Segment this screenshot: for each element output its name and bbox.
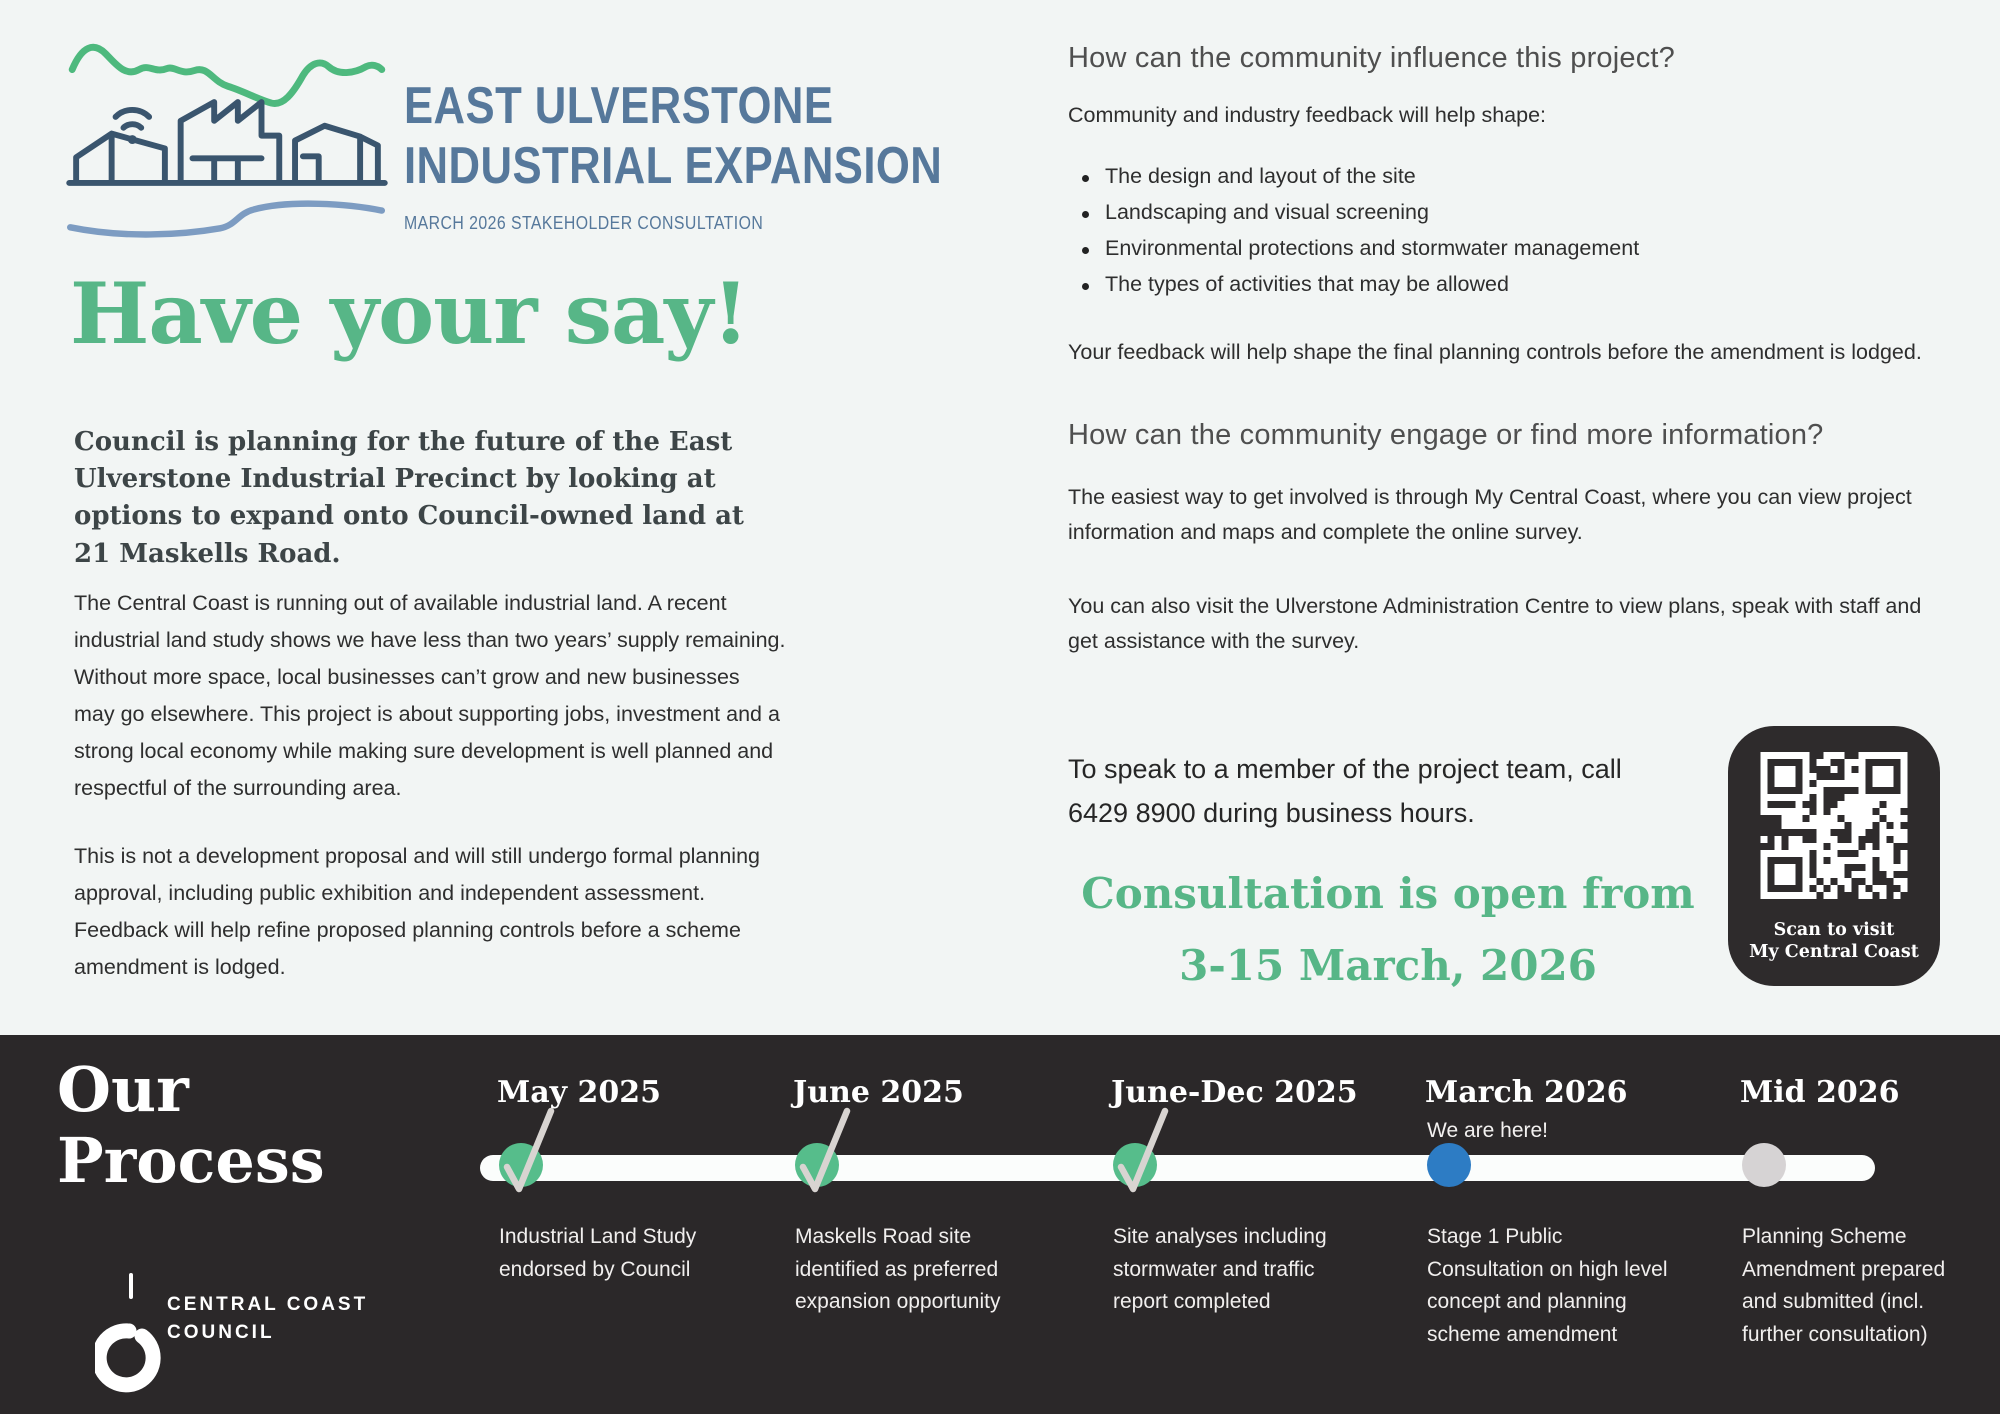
body-paragraph-2: This is not a development proposal and will still undergo formal planning approval, including public exhibition and independent assessment. Feedback will help refine proposed planning controls before a scheme amendment is lodged. bbox=[74, 844, 760, 979]
process-title-line1: Our bbox=[57, 1053, 189, 1126]
consultation-dates-banner bbox=[1068, 858, 1708, 1002]
milestone-description: Site analyses including stormwater and traffic report completed bbox=[1113, 1225, 1327, 1314]
body-paragraph-1: The Central Coast is running out of available industrial land. A recent industrial land study shows we have less than two years’ supply remaining. Without more space, local businesses can’t grow and new businesses may go elsewhere. This project is about supporting jobs, investment and a strong local economy while making sure development is well planned and respectful of the surrounding area. bbox=[74, 591, 786, 800]
timeline-marker bbox=[1427, 1143, 1471, 1187]
milestone-description: Stage 1 Public Consultation on high level concept and planning scheme amendment bbox=[1427, 1225, 1668, 1346]
qr-code-card[interactable] bbox=[1728, 726, 1940, 986]
industrial-precinct-logo-illustration bbox=[62, 38, 392, 250]
feedback-bullet-item bbox=[1082, 164, 1946, 189]
bullet-dot-icon bbox=[1082, 283, 1089, 290]
process-timeline-section bbox=[0, 1035, 2000, 1414]
timeline-milestone bbox=[1740, 1035, 1992, 1414]
milestone-date: Mid 2026 bbox=[1740, 1075, 1900, 1110]
hills-line bbox=[72, 47, 382, 103]
brand-wordmark bbox=[404, 76, 1045, 234]
phone-contact: To speak to a member of the project team, call 6429 8900 during business hours. bbox=[1068, 754, 1622, 828]
qr-caption-line1: Scan to visit bbox=[1773, 919, 1895, 940]
process-title-line2: Process bbox=[57, 1123, 325, 1197]
timeline-milestone bbox=[1111, 1035, 1363, 1414]
consultation-banner-line2: 3-15 March, 2026 bbox=[1179, 941, 1597, 991]
process-title bbox=[57, 1055, 325, 1196]
checkmark-icon bbox=[1107, 1097, 1177, 1217]
council-ring-icon bbox=[95, 1263, 165, 1393]
feedback-bullet-item bbox=[1082, 272, 1946, 297]
wifi-icon bbox=[116, 110, 150, 128]
council-name-line1: CENTRAL COAST bbox=[167, 1294, 369, 1315]
bullet-dot-icon bbox=[1082, 175, 1089, 182]
timeline-milestone bbox=[1425, 1035, 1677, 1414]
checkmark-icon bbox=[493, 1097, 563, 1217]
milestone-date: June 2025 bbox=[793, 1075, 964, 1110]
bullet-text: The types of activities that may be allowed bbox=[1105, 272, 1509, 296]
feedback-outcome: Your feedback will help shape the final planning controls before the amendment is lodged. bbox=[1068, 340, 1922, 364]
milestone-note: We are here! bbox=[1427, 1119, 1549, 1142]
bullet-dot-icon bbox=[1082, 211, 1089, 218]
timeline-milestone bbox=[793, 1035, 1045, 1414]
engage-paragraph-1: The easiest way to get involved is through My Central Coast, where you can view project information and maps and complete the online survey. bbox=[1068, 485, 1912, 544]
brand-title-line2: INDUSTRIAL EXPANSION bbox=[404, 137, 943, 196]
bullet-dot-icon bbox=[1082, 247, 1089, 254]
brand-title-line1: EAST ULVERSTONE bbox=[404, 77, 834, 135]
milestone-date: March 2026 bbox=[1425, 1075, 1628, 1110]
right-column bbox=[1068, 42, 1946, 698]
consultation-banner-line1: Consultation is open from bbox=[1081, 869, 1695, 918]
qr-caption-line2: My Central Coast bbox=[1749, 942, 1919, 963]
feedback-bullet-list bbox=[1082, 164, 1946, 297]
brand-subtitle: MARCH 2026 STAKEHOLDER CONSULTATION bbox=[404, 212, 764, 233]
bullet-text: The design and layout of the site bbox=[1105, 164, 1416, 188]
qr-code bbox=[1761, 752, 1908, 899]
bullet-text: Environmental protections and stormwater management bbox=[1105, 236, 1640, 260]
qr-caption bbox=[1728, 919, 1940, 965]
feedback-bullet-item bbox=[1082, 200, 1946, 225]
timeline-milestone bbox=[497, 1035, 749, 1414]
council-name-line2: COUNCIL bbox=[167, 1321, 275, 1343]
intro-statement: Council is planning for the future of the East Ulverstone Industrial Precinct by looking at options to expand onto Council-owned land at 21 Maskells Road. bbox=[74, 427, 744, 569]
milestone-date: June-Dec 2025 bbox=[1111, 1075, 1358, 1110]
question-heading-influence: How can the community influence this project? bbox=[1068, 42, 1676, 74]
milestone-description: Industrial Land Study endorsed by Council bbox=[499, 1225, 697, 1281]
feedback-bullet-item bbox=[1082, 236, 1946, 261]
headline: Have your say! bbox=[70, 264, 749, 363]
timeline-marker bbox=[1742, 1143, 1786, 1187]
milestone-description: Planning Scheme Amendment prepared and submitted (incl. further consultation) bbox=[1742, 1225, 1946, 1346]
checkmark-icon bbox=[789, 1097, 859, 1217]
feedback-lead: Community and industry feedback will help shape: bbox=[1068, 103, 1547, 127]
council-logo bbox=[95, 1263, 369, 1393]
question-heading-engage: How can the community engage or find more information? bbox=[1068, 419, 1824, 452]
engage-paragraph-2: You can also visit the Ulverstone Administration Centre to view plans, speak with staff and get assistance with the survey. bbox=[1068, 594, 1922, 653]
milestone-description: Maskells Road site identified as preferred expansion opportunity bbox=[795, 1225, 1001, 1314]
river-line bbox=[70, 204, 382, 235]
bullet-text: Landscaping and visual screening bbox=[1105, 200, 1429, 224]
milestone-date: May 2025 bbox=[497, 1075, 662, 1110]
